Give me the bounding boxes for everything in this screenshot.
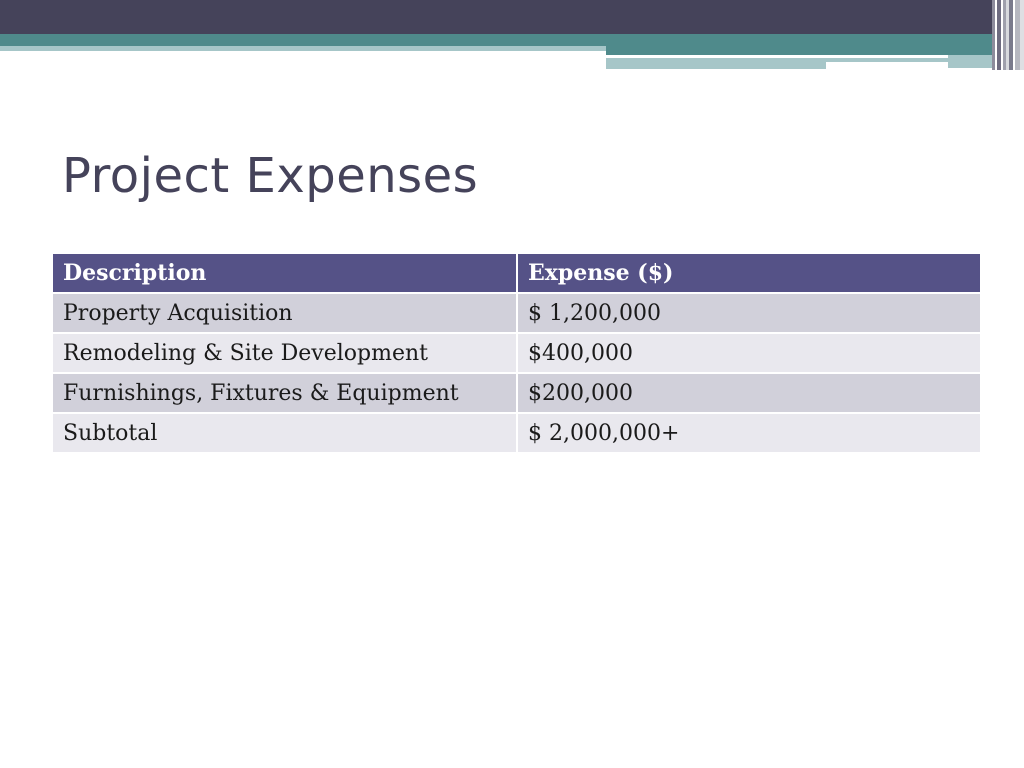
table-row [52,333,981,373]
slide-title: Project Expenses [62,148,479,204]
cell-description: Subtotal [52,413,517,453]
cell-expense: $200,000 [517,373,981,413]
table-row [52,373,981,413]
table-row-subtotal [52,413,981,453]
column-header-expense: Expense ($) [517,253,981,293]
table-header-row [52,253,981,293]
cell-expense: $400,000 [517,333,981,373]
header-band-dark [0,0,1024,34]
header-band-teal [0,34,1024,46]
cell-description: Property Acquisition [52,293,517,333]
cell-description: Remodeling & Site Development [52,333,517,373]
header-vertical-stripes [992,0,1024,70]
header-band-right-line [606,62,826,69]
table-row [52,293,981,333]
header-band-light [0,46,606,51]
expenses-table [51,252,982,454]
cell-expense: $ 2,000,000+ [517,413,981,453]
column-header-description: Description [52,253,517,293]
header-band-right-block [606,46,1024,55]
cell-expense: $ 1,200,000 [517,293,981,333]
cell-description: Furnishings, Fixtures & Equipment [52,373,517,413]
